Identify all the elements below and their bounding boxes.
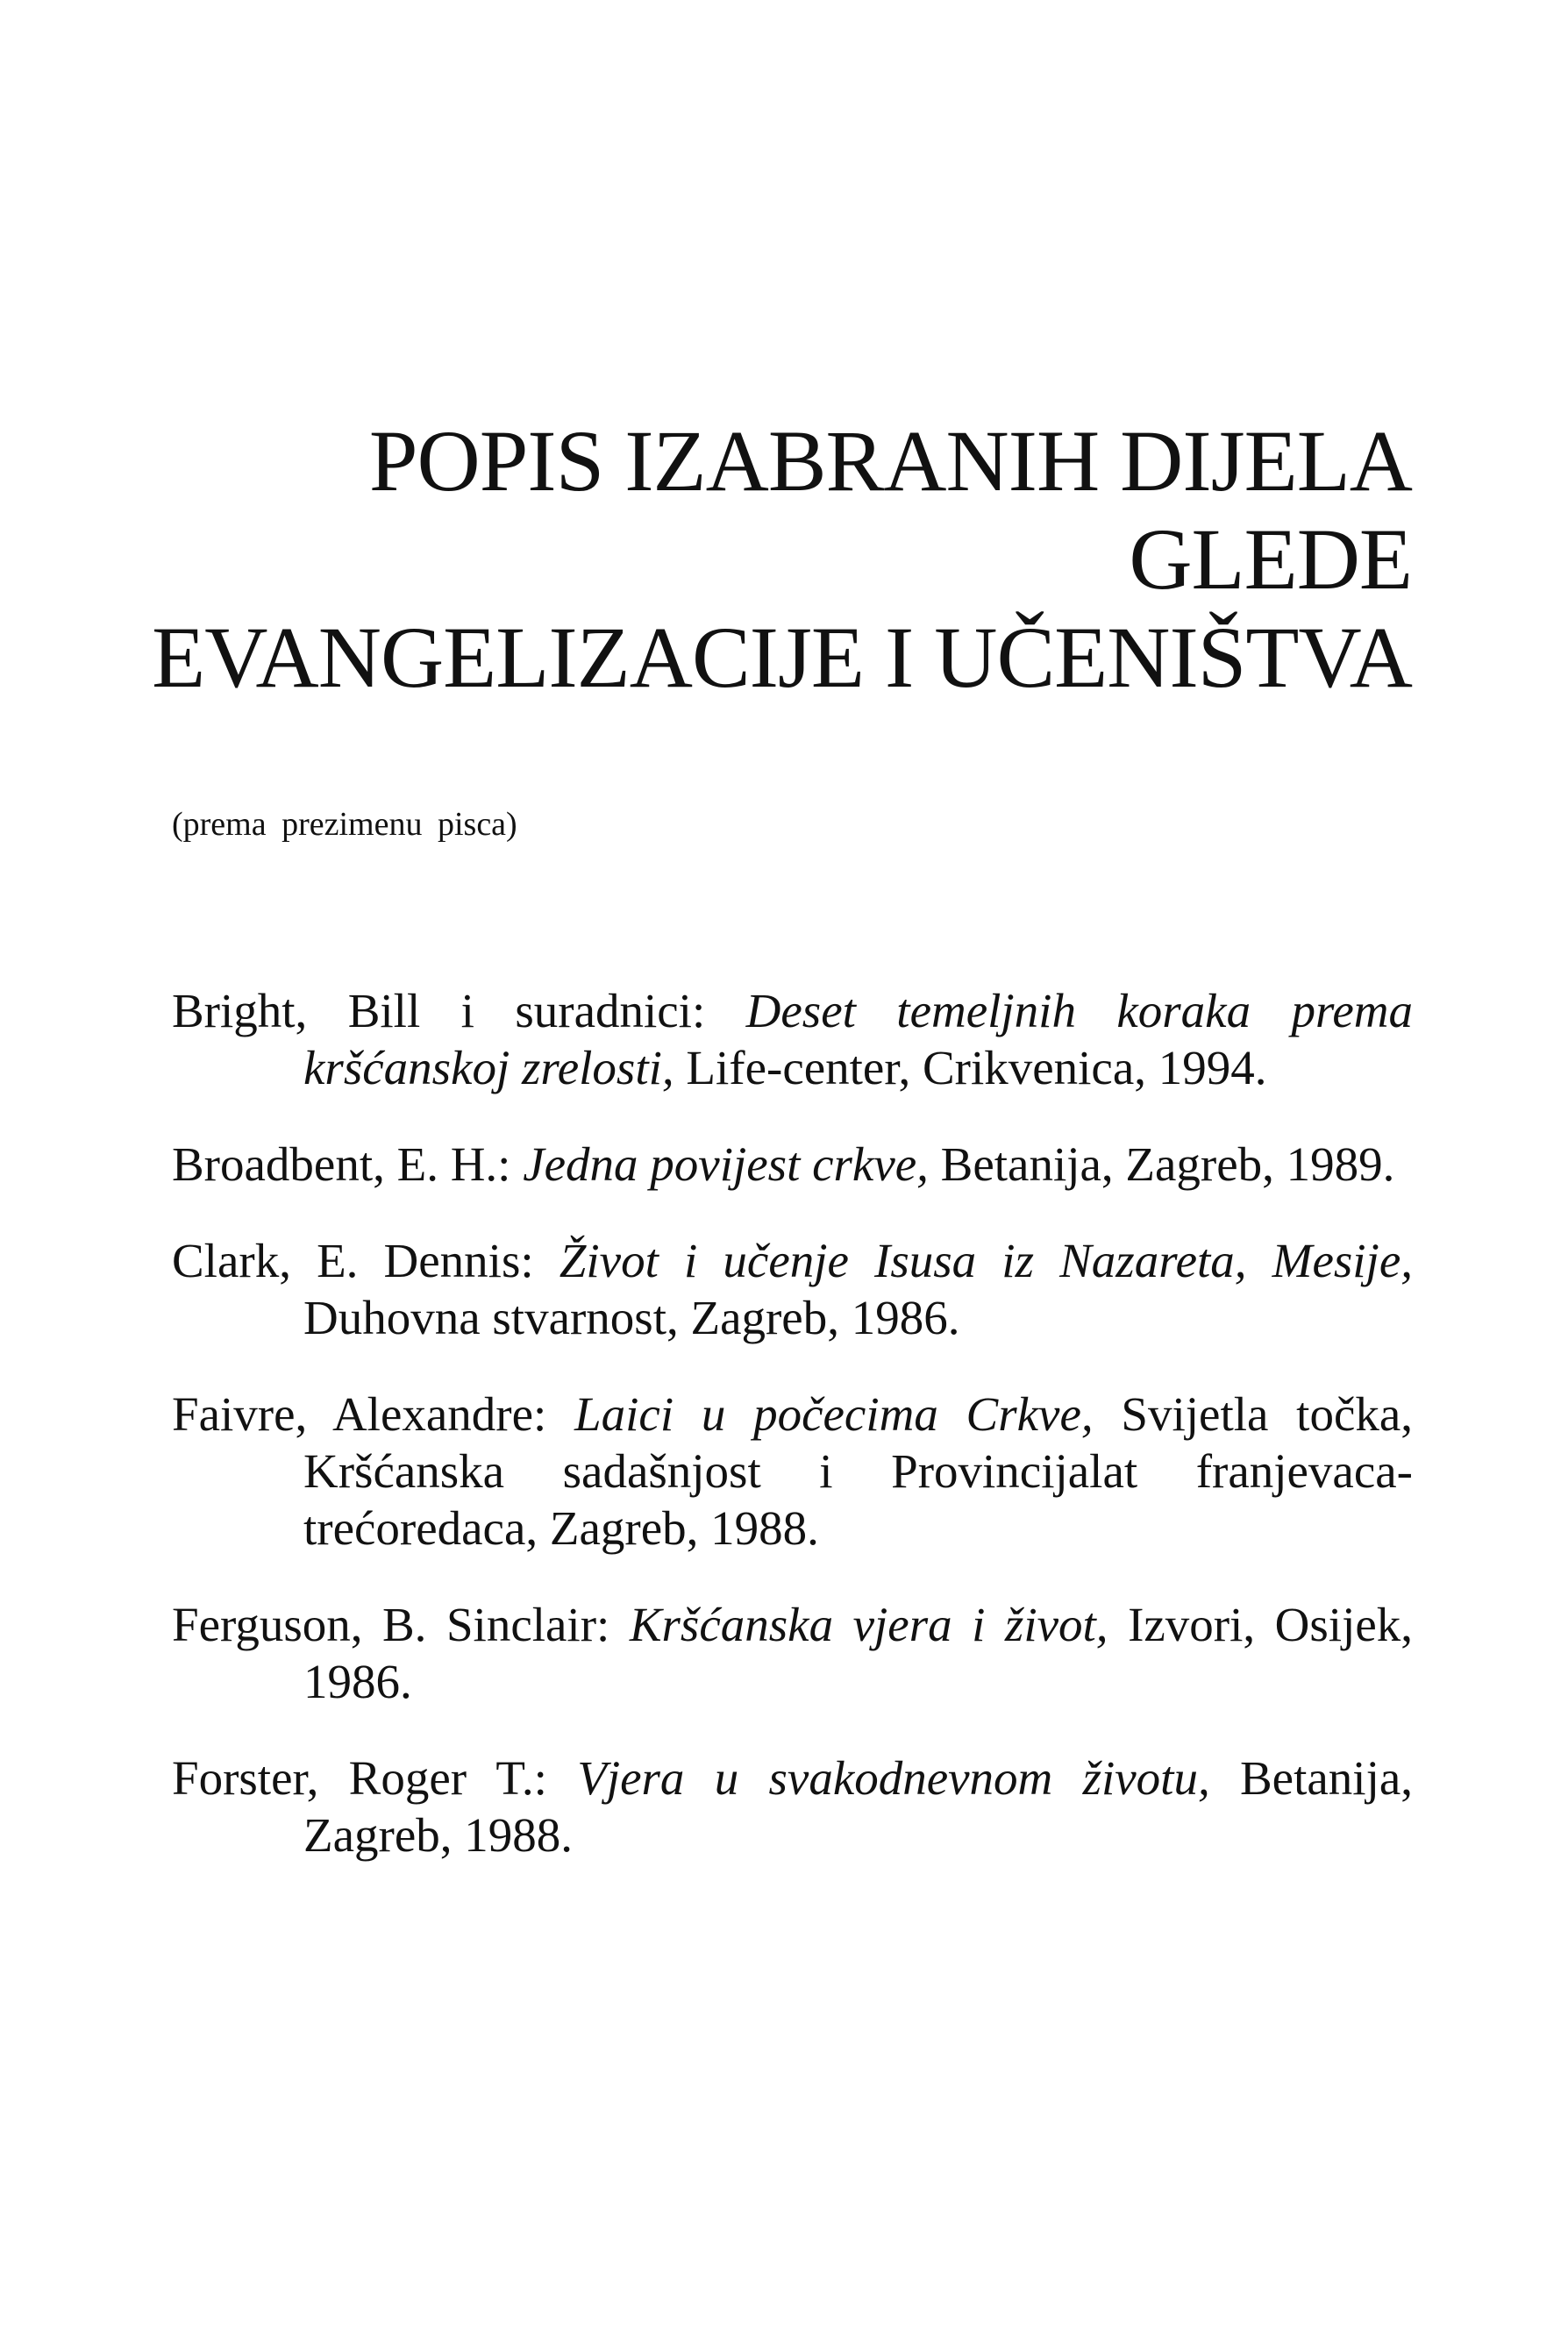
entry-work: Deset temeljnih koraka prema kršćanskoj zrelosti, <box>303 984 1413 1094</box>
title-line-3: EVANGELIZACIJE I UČENIŠTVA <box>152 609 1412 706</box>
entry-publication: Duhovna stvarnost, Zagreb, 1986. <box>303 1291 960 1344</box>
entry-author: Clark, E. Dennis: <box>172 1234 534 1287</box>
bibliography-entry <box>172 1136 1413 1193</box>
bibliography-entry <box>172 1749 1413 1863</box>
entry-work: Laici u počecima Crkve, <box>574 1387 1094 1441</box>
entry-work: Život i učenje Isusa iz Nazareta, Mesije, <box>559 1234 1414 1287</box>
bibliography-list <box>172 982 1413 1903</box>
entry-publication: Life-center, Crikvenica, 1994. <box>686 1041 1267 1094</box>
title-line-1: POPIS IZABRANIH DIJELA <box>368 412 1412 509</box>
bibliography-entry <box>172 1386 1413 1557</box>
bibliography-entry <box>172 1596 1413 1710</box>
entry-work: Vjera u svakodnevnom životu, <box>577 1751 1210 1805</box>
entry-publication: Betanija, Zagreb, 1989. <box>940 1137 1395 1191</box>
entry-publication: Izvori, Osijek, 1986. <box>303 1598 1414 1708</box>
entry-work: Jedna povijest crkve, <box>523 1137 929 1191</box>
entry-author: Ferguson, B. Sinclair: <box>172 1598 610 1651</box>
page-title <box>140 412 1412 707</box>
entry-work: Kršćanska vjera i život, <box>629 1598 1108 1651</box>
entry-author: Bright, Bill i suradnici: <box>172 984 706 1037</box>
bibliography-entry <box>172 1232 1413 1346</box>
title-line-2: GLEDE <box>1129 510 1412 608</box>
entry-publication: Betanija, Zagreb, 1988. <box>303 1751 1414 1862</box>
entry-author: Forster, Roger T.: <box>172 1751 547 1805</box>
subtitle: (prema prezimenu pisca) <box>172 806 517 843</box>
entry-author: Faivre, Alexandre: <box>172 1387 547 1441</box>
entry-author: Broadbent, E. H.: <box>172 1137 511 1191</box>
bibliography-entry <box>172 982 1413 1096</box>
entry-publication: Svijetla točka, Kršćanska sadašnjost i Provincijalat franjevaca-trećoredaca, Zagreb, 1988. <box>303 1387 1414 1555</box>
